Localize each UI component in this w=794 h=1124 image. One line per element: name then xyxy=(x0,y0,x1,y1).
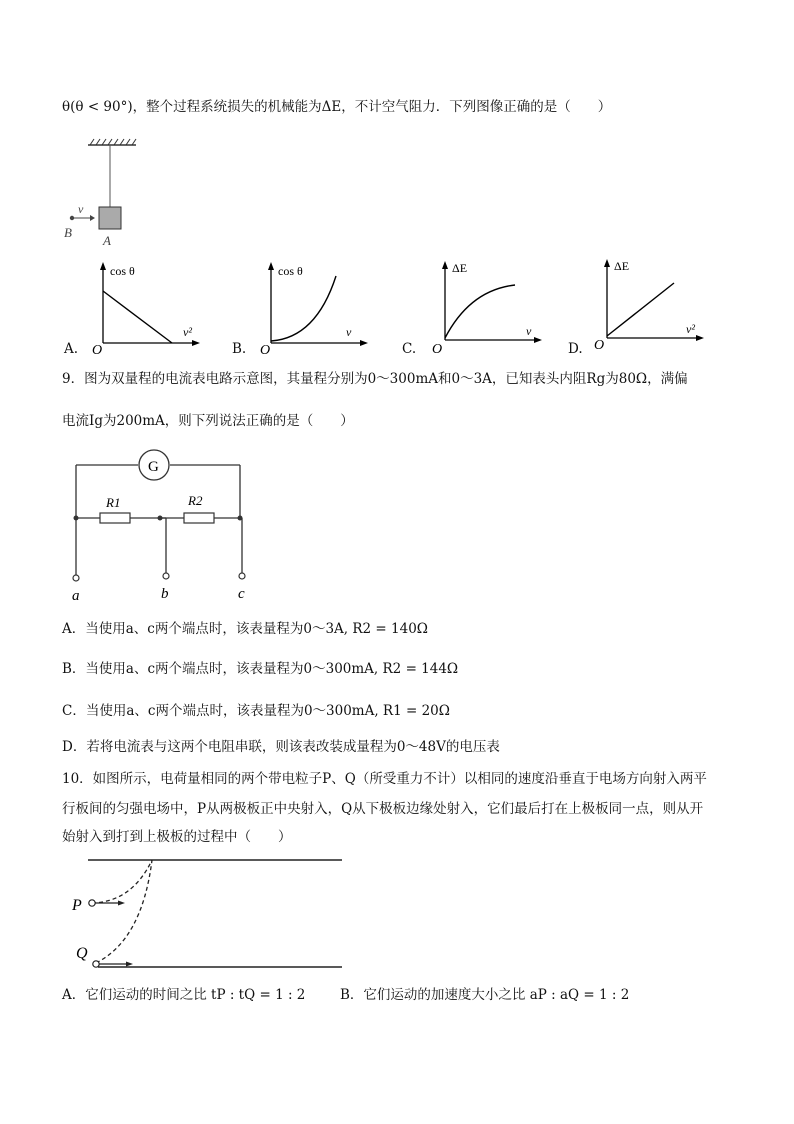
graph-d-ylabel: ΔE xyxy=(614,259,630,273)
graph-b-origin: O xyxy=(260,343,271,358)
block-a-label: A xyxy=(103,233,111,248)
q8-option-d-letter: D. xyxy=(568,341,583,357)
r2-label: R2 xyxy=(188,493,203,508)
q10-stem-line1: 10．如图所示，电荷量相同的两个带电粒子P、Q（所受重力不计）以相同的速度沿垂直于电场方向射入两平 xyxy=(62,771,707,787)
q9-stem-line2: 电流Ig为200mA，则下列说法正确的是（ ） xyxy=(62,413,354,429)
q10-stem-line3: 始射入到打到上极板的过程中（ ） xyxy=(62,829,292,845)
particle-q-label: Q xyxy=(76,945,88,962)
graph-c-origin: O xyxy=(432,342,443,355)
q8-graph-d xyxy=(592,253,712,353)
particle-p-label: P xyxy=(72,897,82,914)
graph-b-xlabel: v xyxy=(346,325,352,339)
r1-label: R1 xyxy=(106,495,121,510)
q8-option-a-letter: A. xyxy=(64,341,79,357)
graph-a-xlabel: v² xyxy=(183,325,192,339)
q8-stem: θ(θ < 90°)，整个过程系统损失的机械能为ΔE，不计空气阻力．下列图像正确的是（ ） xyxy=(62,99,612,115)
terminal-a-label: a xyxy=(72,588,80,604)
q10-option-b: B．它们运动的加速度大小之比 aP : aQ = 1 : 2 xyxy=(340,987,630,1003)
q10-stem-line2: 行板间的匀强电场中，P从两极板正中央射入，Q从下极板边缘处射入，它们最后打在上极板同一点，则从开 xyxy=(62,801,704,817)
q8-graph-b xyxy=(256,258,376,358)
ammeter-circuit-figure xyxy=(62,445,262,605)
q10-option-a: A．它们运动的时间之比 tP : tQ = 1 : 2 xyxy=(62,987,306,1003)
q9-option-d: D．若将电流表与这两个电阻串联，则该表改装成量程为0～48V的电压表 xyxy=(62,739,500,755)
terminal-c-label: c xyxy=(238,586,245,602)
q8-graph-c xyxy=(430,255,550,355)
parallel-plates-figure xyxy=(62,850,352,975)
graph-a-origin: O xyxy=(92,343,103,358)
velocity-label: v xyxy=(78,202,84,216)
q8-option-b-letter: B. xyxy=(232,341,247,357)
graph-c-xlabel: v xyxy=(526,324,532,338)
galvanometer-label: G xyxy=(148,459,159,475)
q9-option-a: A．当使用a、c两个端点时，该表量程为0～3A, R2 = 140Ω xyxy=(62,621,428,637)
terminal-b-label: b xyxy=(161,586,169,602)
q8-graph-a xyxy=(88,258,208,358)
q9-option-c: C．当使用a、c两个端点时，该表量程为0～300mA, R1 = 20Ω xyxy=(62,703,450,719)
q9-option-b: B．当使用a、c两个端点时，该表量程为0～300mA, R2 = 144Ω xyxy=(62,661,459,677)
pendulum-figure xyxy=(60,135,140,250)
q9-stem-line1: 9．图为双量程的电流表电路示意图，其量程分别为0～300mA和0～3A，已知表头内阻Rg为80Ω，满偏 xyxy=(62,371,688,387)
graph-a-ylabel: cos θ xyxy=(110,264,135,278)
graph-b-ylabel: cos θ xyxy=(278,264,303,278)
graph-d-origin: O xyxy=(594,338,605,353)
ball-b-label: B xyxy=(64,225,72,240)
graph-d-xlabel: v² xyxy=(686,322,695,336)
graph-c-ylabel: ΔE xyxy=(452,261,468,275)
q8-option-c-letter: C. xyxy=(402,341,417,357)
